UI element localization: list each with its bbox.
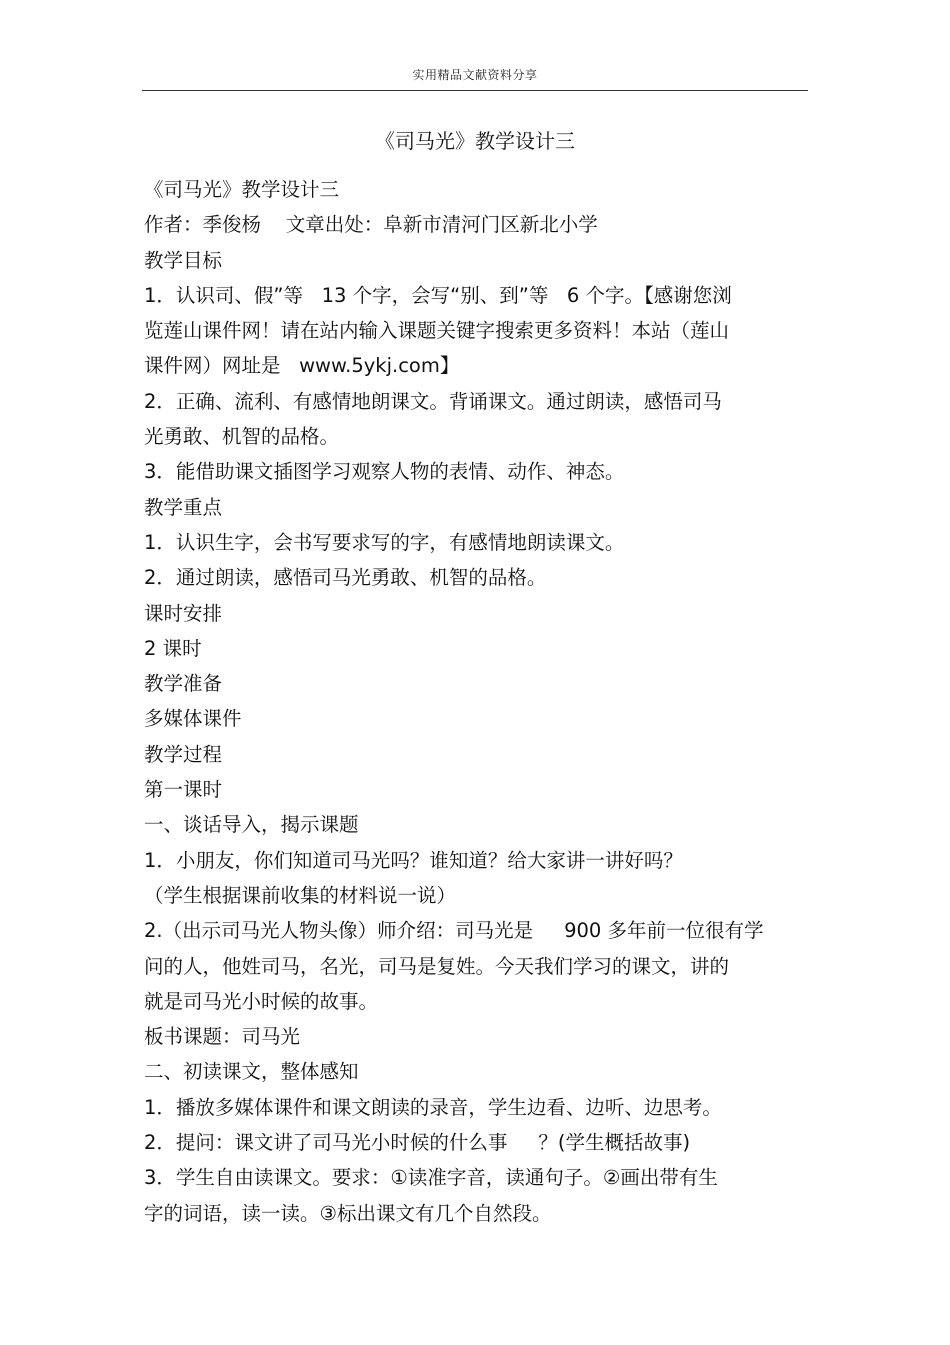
text-line: 1．小朋友，你们知道司马光吗？谁知道？给大家讲一讲好吗？ — [144, 848, 683, 872]
text-line: 3．学生自由读课文。要求：①读准字音，读通句子。②画出带有生 — [144, 1166, 718, 1190]
text-line: 1．认识司、假”等 13 个字，会写“别、到”等 6 个字。【感谢您浏 — [144, 283, 732, 307]
text-line: 课时安排 — [144, 601, 223, 625]
text-line: 就是司马光小时候的故事。 — [144, 989, 379, 1013]
text-line: 多媒体课件 — [144, 707, 242, 731]
text-line: 2 课时 — [144, 636, 202, 660]
text-line: 一、谈话导入，揭示课题 — [144, 813, 359, 837]
text-line: 2．通过朗读，感悟司马光勇敢、机智的品格。 — [144, 566, 547, 590]
document-body — [144, 172, 824, 1231]
text-line: 览莲山课件网！请在站内输入课题关键字搜索更多资料！本站（莲山 — [144, 319, 730, 343]
document-title: 《司马光》教学设计三 — [375, 129, 575, 153]
text-line: 2．提问：课文讲了司马光小时候的什么事 ？(学生概括故事) — [144, 1131, 691, 1155]
text-line: 1．认识生字，会书写要求写的字，有感情地朗读课文。 — [144, 530, 625, 554]
text-line: 2.（出示司马光人物头像）师介绍：司马光是 900 多年前一位很有学 — [144, 919, 764, 943]
text-line: 《司马光》教学设计三 — [144, 178, 340, 201]
text-line: 教学重点 — [144, 495, 223, 519]
text-line: 作者：季俊杨 文章出处：阜新市清河门区新北小学 — [144, 213, 598, 237]
text-line: 光勇敢、机智的品格。 — [144, 425, 340, 449]
text-line: 2．正确、流利、有感情地朗课文。背诵课文。通过朗读，感悟司马 — [144, 389, 722, 413]
text-line: 板书课题：司马光 — [144, 1025, 301, 1049]
text-line: 课件网）网址是 www.5ykj.com】 — [144, 354, 460, 378]
text-line: 字的词语，读一读。③标出课文有几个自然段。 — [144, 1201, 552, 1225]
page-header: 实用精品文献资料分享 — [412, 68, 538, 82]
text-line: （学生根据课前收集的材料说一说） — [144, 883, 457, 907]
text-line: 二、初读课文，整体感知 — [144, 1060, 359, 1084]
text-line: 第一课时 — [144, 778, 223, 802]
text-line: 教学目标 — [144, 248, 223, 272]
text-line: 问的人，他姓司马，名光，司马是复姓。今天我们学习的课文，讲的 — [144, 954, 730, 978]
text-line: 教学过程 — [144, 742, 223, 766]
header-divider — [142, 90, 808, 91]
text-line: 1．播放多媒体课件和课文朗读的录音，学生边看、边听、边思考。 — [144, 1095, 722, 1119]
text-line: 3．能借助课文插图学习观察人物的表情、动作、神态。 — [144, 460, 625, 484]
text-line: 教学准备 — [144, 672, 223, 696]
